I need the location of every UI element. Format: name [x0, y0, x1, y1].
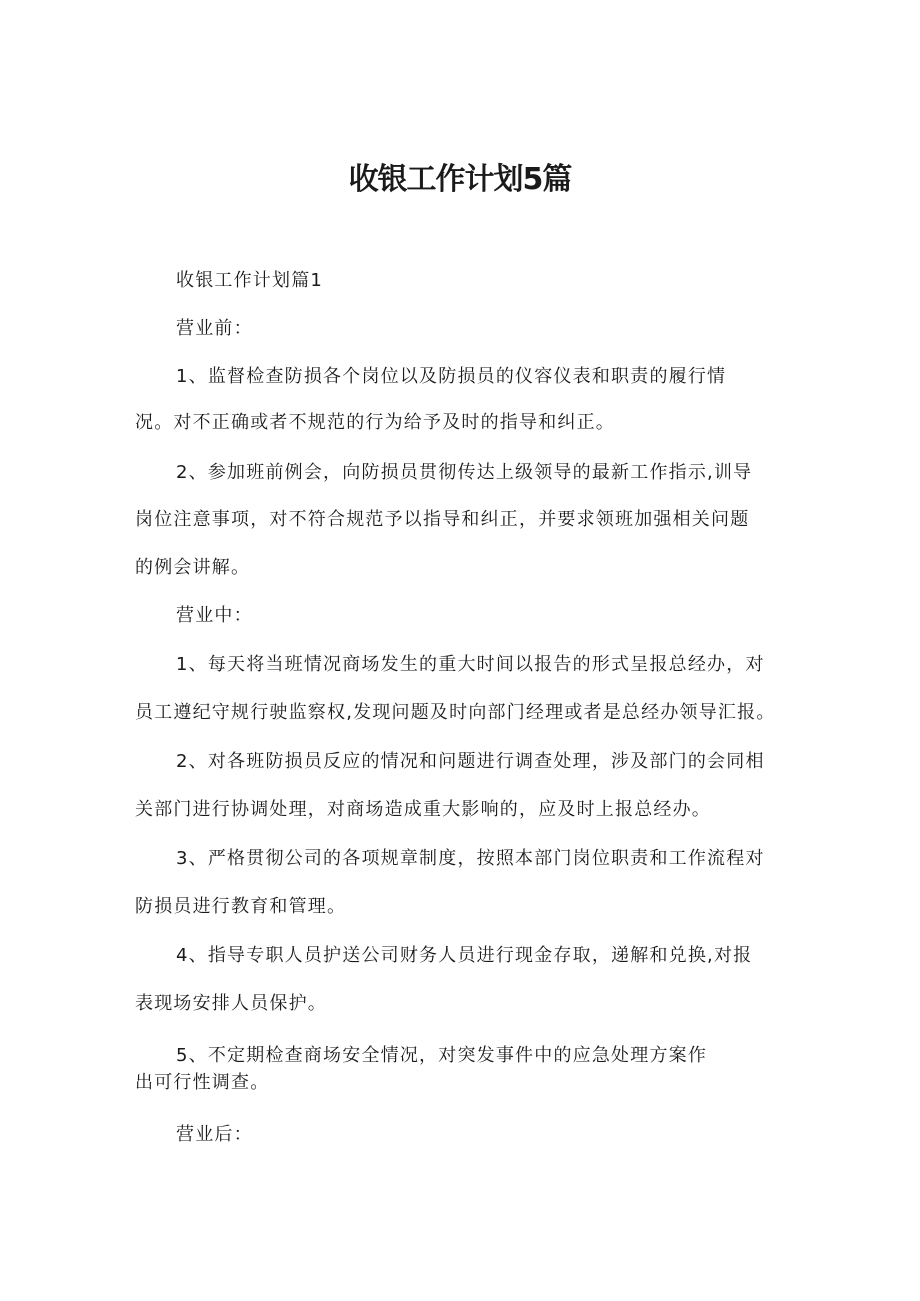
subsection-heading: 营业前： — [176, 318, 253, 339]
paragraph-line: 员工遵纪守规行驶监察权,发现问题及时向部门经理或者是总经办领导汇报。 — [135, 702, 776, 723]
paragraph-line: 况。对不正确或者不规范的行为给予及时的指导和纠正。 — [135, 412, 615, 433]
paragraph-line: 1、监督检查防损各个岗位以及防损员的仪容仪表和职责的履行情 — [176, 366, 727, 387]
paragraph-line: 防损员进行教育和管理。 — [135, 896, 347, 917]
paragraph-line: 4、指导专职人员护送公司财务人员进行现金存取，递解和兑换,对报 — [176, 945, 753, 966]
paragraph-line: 关部门进行协调处理，对商场造成重大影响的，应及时上报总经办。 — [135, 799, 711, 820]
subsection-heading: 营业后： — [176, 1124, 253, 1145]
subsection-heading: 营业中： — [176, 605, 253, 626]
paragraph-line: 5、不定期检查商场安全情况，对突发事件中的应急处理方案作 — [176, 1045, 708, 1066]
document-title: 收银工作计划5篇 — [348, 162, 572, 197]
paragraph-line: 2、参加班前例会，向防损员贯彻传达上级领导的最新工作指示,训导 — [176, 462, 753, 483]
paragraph-line: 出可行性调查。 — [135, 1072, 270, 1093]
paragraph-line: 3、严格贯彻公司的各项规章制度，按照本部门岗位职责和工作流程对 — [176, 848, 765, 869]
section-heading: 收银工作计划篇1 — [176, 270, 324, 291]
paragraph-line: 的例会讲解。 — [135, 557, 251, 578]
paragraph-line: 2、对各班防损员反应的情况和问题进行调查处理，涉及部门的会同相 — [176, 751, 765, 772]
paragraph-line: 表现场安排人员保护。 — [135, 993, 327, 1014]
paragraph-line: 岗位注意事项，对不符合规范予以指导和纠正，并要求领班加强相关问题 — [135, 509, 750, 530]
paragraph-line: 1、每天将当班情况商场发生的重大时间以报告的形式呈报总经办，对 — [176, 654, 765, 675]
